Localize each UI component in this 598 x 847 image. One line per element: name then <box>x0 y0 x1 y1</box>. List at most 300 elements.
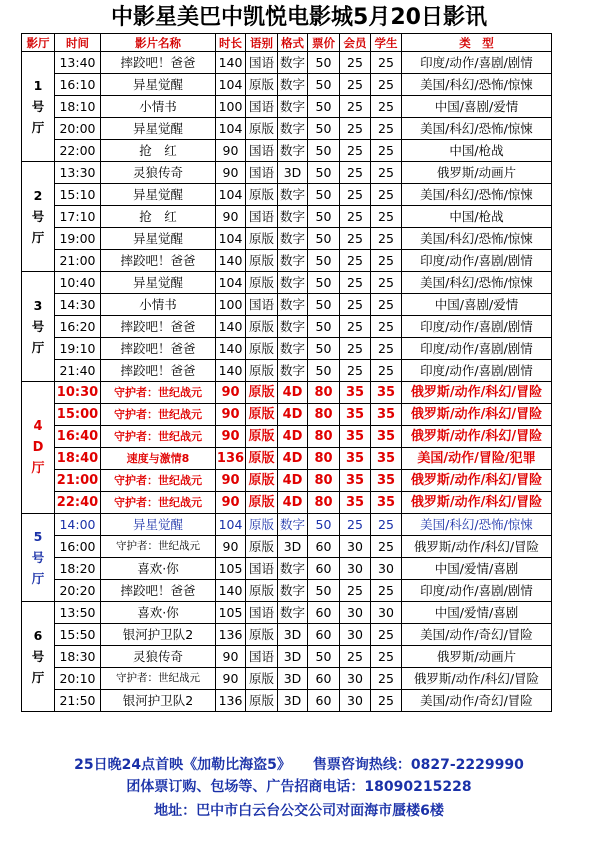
cell-time: 22:40 <box>55 492 101 514</box>
cell-time: 18:30 <box>55 646 101 668</box>
cell-member: 25 <box>340 162 371 184</box>
cell-time: 21:50 <box>55 690 101 712</box>
cell-genre: 中国/枪战 <box>402 206 552 228</box>
column-header: 影厅 <box>22 34 55 52</box>
cell-fmt: 数字 <box>278 96 308 118</box>
cell-time: 13:50 <box>55 602 101 624</box>
cell-price: 60 <box>308 558 340 580</box>
cell-len: 90 <box>216 492 246 514</box>
cell-fmt: 4D <box>278 404 308 426</box>
cell-len: 104 <box>216 272 246 294</box>
cell-member: 25 <box>340 294 371 316</box>
cell-film: 喜欢·你 <box>101 558 216 580</box>
address-line: 地址：巴中市白云台公交公司对面海市蜃楼6楼 <box>154 803 444 819</box>
cell-member: 25 <box>340 52 371 74</box>
cell-lang: 国语 <box>246 52 278 74</box>
cell-genre: 印度/动作/喜剧/剧情 <box>402 580 552 602</box>
cell-fmt: 3D <box>278 536 308 558</box>
cell-film: 异星觉醒 <box>101 184 216 206</box>
cell-lang: 原版 <box>246 316 278 338</box>
showtime-row <box>22 206 552 228</box>
showtime-row <box>22 470 552 492</box>
showtime-row <box>22 690 552 712</box>
cell-student: 25 <box>371 140 402 162</box>
cell-film: 喜欢·你 <box>101 602 216 624</box>
cell-price: 80 <box>308 470 340 492</box>
cell-len: 90 <box>216 162 246 184</box>
cell-time: 21:40 <box>55 360 101 382</box>
cell-lang: 国语 <box>246 140 278 162</box>
column-header: 时间 <box>55 34 101 52</box>
cell-fmt: 数字 <box>278 316 308 338</box>
cell-member: 30 <box>340 624 371 646</box>
cell-lang: 原版 <box>246 118 278 140</box>
cell-len: 105 <box>216 602 246 624</box>
cell-student: 25 <box>371 272 402 294</box>
cell-lang: 原版 <box>246 382 278 404</box>
cell-film: 异星觉醒 <box>101 272 216 294</box>
cell-student: 25 <box>371 624 402 646</box>
column-header: 类 型 <box>402 34 552 52</box>
cell-film: 异星觉醒 <box>101 118 216 140</box>
showtime-row <box>22 360 552 382</box>
cell-student: 35 <box>371 426 402 448</box>
cell-len: 140 <box>216 316 246 338</box>
cell-film: 速度与激情8 <box>101 448 216 470</box>
cell-student: 25 <box>371 52 402 74</box>
cell-member: 25 <box>340 140 371 162</box>
cell-lang: 国语 <box>246 646 278 668</box>
cell-price: 80 <box>308 426 340 448</box>
cell-member: 25 <box>340 96 371 118</box>
hall-label: 3 号 厅 <box>22 272 55 382</box>
cell-fmt: 数字 <box>278 338 308 360</box>
cell-genre: 印度/动作/喜剧/剧情 <box>402 250 552 272</box>
cell-genre: 美国/动作/冒险/犯罪 <box>402 448 552 470</box>
cell-fmt: 数字 <box>278 250 308 272</box>
cell-price: 60 <box>308 536 340 558</box>
showtime-row <box>22 272 552 294</box>
cell-member: 30 <box>340 668 371 690</box>
showtime-row <box>22 316 552 338</box>
cell-member: 30 <box>340 558 371 580</box>
cell-student: 25 <box>371 580 402 602</box>
cell-time: 10:30 <box>55 382 101 404</box>
cell-time: 21:00 <box>55 250 101 272</box>
cell-price: 50 <box>308 514 340 536</box>
cell-len: 100 <box>216 96 246 118</box>
cell-len: 104 <box>216 228 246 250</box>
cell-student: 25 <box>371 74 402 96</box>
cell-student: 25 <box>371 206 402 228</box>
cell-time: 19:00 <box>55 228 101 250</box>
cell-fmt: 数字 <box>278 228 308 250</box>
cell-genre: 中国/爱情/喜剧 <box>402 602 552 624</box>
cell-lang: 原版 <box>246 470 278 492</box>
cell-genre: 俄罗斯/动作/科幻/冒险 <box>402 668 552 690</box>
cell-len: 90 <box>216 140 246 162</box>
cell-lang: 原版 <box>246 426 278 448</box>
cell-time: 16:00 <box>55 536 101 558</box>
hall-label: 1 号 厅 <box>22 52 55 162</box>
cell-fmt: 3D <box>278 668 308 690</box>
cell-genre: 印度/动作/喜剧/剧情 <box>402 360 552 382</box>
column-header: 影片名称 <box>101 34 216 52</box>
cell-film: 摔跤吧！爸爸 <box>101 360 216 382</box>
cell-member: 35 <box>340 470 371 492</box>
cell-price: 50 <box>308 74 340 96</box>
cell-film: 守护者：世纪战元 <box>101 536 216 558</box>
cell-price: 60 <box>308 624 340 646</box>
cell-len: 90 <box>216 646 246 668</box>
cell-student: 30 <box>371 558 402 580</box>
cell-student: 25 <box>371 250 402 272</box>
cell-member: 25 <box>340 646 371 668</box>
cell-genre: 印度/动作/喜剧/剧情 <box>402 52 552 74</box>
showtime-row <box>22 536 552 558</box>
showtime-row <box>22 140 552 162</box>
cell-member: 25 <box>340 184 371 206</box>
cell-genre: 俄罗斯/动作/科幻/冒险 <box>402 536 552 558</box>
cell-time: 20:00 <box>55 118 101 140</box>
showtime-row <box>22 118 552 140</box>
header-row <box>22 34 552 52</box>
cell-genre: 美国/动作/奇幻/冒险 <box>402 624 552 646</box>
cell-student: 25 <box>371 514 402 536</box>
cell-price: 80 <box>308 382 340 404</box>
cell-genre: 俄罗斯/动作/科幻/冒险 <box>402 470 552 492</box>
cell-len: 90 <box>216 206 246 228</box>
cell-fmt: 数字 <box>278 140 308 162</box>
cell-len: 140 <box>216 580 246 602</box>
cell-time: 15:00 <box>55 404 101 426</box>
page-title: 中影星美巴中凯悦电影城5月20日影讯 <box>111 5 487 30</box>
cell-film: 灵狼传奇 <box>101 646 216 668</box>
cell-student: 25 <box>371 668 402 690</box>
cell-member: 30 <box>340 602 371 624</box>
cell-lang: 原版 <box>246 624 278 646</box>
cell-price: 60 <box>308 668 340 690</box>
cell-genre: 中国/喜剧/爱情 <box>402 96 552 118</box>
cell-film: 小情书 <box>101 294 216 316</box>
cell-lang: 原版 <box>246 74 278 96</box>
cell-len: 104 <box>216 184 246 206</box>
cell-genre: 印度/动作/喜剧/剧情 <box>402 338 552 360</box>
cell-lang: 原版 <box>246 250 278 272</box>
cell-member: 25 <box>340 272 371 294</box>
cell-student: 25 <box>371 96 402 118</box>
showtime-row <box>22 96 552 118</box>
showtime-row <box>22 624 552 646</box>
cell-member: 35 <box>340 404 371 426</box>
cell-genre: 俄罗斯/动作/科幻/冒险 <box>402 426 552 448</box>
cell-lang: 原版 <box>246 272 278 294</box>
cell-time: 14:00 <box>55 514 101 536</box>
cell-price: 50 <box>308 250 340 272</box>
cell-member: 35 <box>340 426 371 448</box>
cell-lang: 原版 <box>246 690 278 712</box>
cell-lang: 国语 <box>246 294 278 316</box>
cell-genre: 美国/科幻/恐怖/惊悚 <box>402 118 552 140</box>
cell-fmt: 数字 <box>278 206 308 228</box>
showtime-row <box>22 580 552 602</box>
showtime-row <box>22 52 552 74</box>
cell-len: 90 <box>216 426 246 448</box>
cell-genre: 美国/科幻/恐怖/惊悚 <box>402 74 552 96</box>
cell-time: 10:40 <box>55 272 101 294</box>
cell-genre: 俄罗斯/动作/科幻/冒险 <box>402 492 552 514</box>
column-header: 学生 <box>371 34 402 52</box>
cell-fmt: 数字 <box>278 184 308 206</box>
cell-price: 50 <box>308 646 340 668</box>
cell-student: 35 <box>371 382 402 404</box>
cell-film: 异星觉醒 <box>101 74 216 96</box>
cell-lang: 国语 <box>246 206 278 228</box>
cell-film: 灵狼传奇 <box>101 162 216 184</box>
cell-student: 25 <box>371 184 402 206</box>
cell-fmt: 数字 <box>278 294 308 316</box>
cell-fmt: 数字 <box>278 272 308 294</box>
cell-price: 80 <box>308 448 340 470</box>
cell-film: 抢 红 <box>101 206 216 228</box>
showtime-row <box>22 184 552 206</box>
column-header: 时长 <box>216 34 246 52</box>
cell-price: 80 <box>308 404 340 426</box>
cell-len: 104 <box>216 514 246 536</box>
cell-genre: 中国/枪战 <box>402 140 552 162</box>
cell-fmt: 4D <box>278 382 308 404</box>
cell-price: 50 <box>308 162 340 184</box>
cell-fmt: 数字 <box>278 558 308 580</box>
cell-film: 守护者：世纪战元 <box>101 668 216 690</box>
cell-time: 16:20 <box>55 316 101 338</box>
cell-len: 140 <box>216 52 246 74</box>
cell-len: 90 <box>216 536 246 558</box>
cell-lang: 国语 <box>246 602 278 624</box>
cell-member: 25 <box>340 580 371 602</box>
cell-lang: 国语 <box>246 162 278 184</box>
cell-len: 90 <box>216 470 246 492</box>
cell-fmt: 数字 <box>278 580 308 602</box>
cell-len: 104 <box>216 74 246 96</box>
cell-lang: 原版 <box>246 536 278 558</box>
cell-time: 18:40 <box>55 448 101 470</box>
cell-time: 22:00 <box>55 140 101 162</box>
cell-genre: 俄罗斯/动画片 <box>402 162 552 184</box>
cell-film: 小情书 <box>101 96 216 118</box>
cell-genre: 美国/科幻/恐怖/惊悚 <box>402 272 552 294</box>
showtime-row <box>22 492 552 514</box>
showtime-row <box>22 294 552 316</box>
cell-price: 60 <box>308 602 340 624</box>
cell-film: 摔跤吧！爸爸 <box>101 52 216 74</box>
cell-student: 25 <box>371 360 402 382</box>
cell-member: 35 <box>340 382 371 404</box>
cell-genre: 俄罗斯/动作/科幻/冒险 <box>402 404 552 426</box>
cell-lang: 原版 <box>246 184 278 206</box>
cell-genre: 中国/喜剧/爱情 <box>402 294 552 316</box>
cell-fmt: 4D <box>278 470 308 492</box>
footer-premiere-line <box>0 756 598 775</box>
hall-label: 6 号 厅 <box>22 602 55 712</box>
cell-fmt: 3D <box>278 162 308 184</box>
cell-lang: 原版 <box>246 338 278 360</box>
showtime-row <box>22 448 552 470</box>
cell-student: 25 <box>371 162 402 184</box>
cell-price: 80 <box>308 492 340 514</box>
cell-price: 50 <box>308 206 340 228</box>
cell-student: 25 <box>371 228 402 250</box>
cell-price: 50 <box>308 338 340 360</box>
cell-member: 25 <box>340 74 371 96</box>
cell-fmt: 数字 <box>278 514 308 536</box>
cell-time: 20:10 <box>55 668 101 690</box>
column-header: 票价 <box>308 34 340 52</box>
cell-fmt: 3D <box>278 624 308 646</box>
cell-member: 25 <box>340 228 371 250</box>
showtime-row <box>22 162 552 184</box>
cell-student: 25 <box>371 316 402 338</box>
cell-student: 25 <box>371 536 402 558</box>
cell-film: 守护者：世纪战元 <box>101 470 216 492</box>
cell-film: 摔跤吧！爸爸 <box>101 316 216 338</box>
cell-price: 50 <box>308 118 340 140</box>
cell-price: 50 <box>308 580 340 602</box>
hall-label: 5 号 厅 <box>22 514 55 602</box>
showtime-row <box>22 602 552 624</box>
cell-student: 30 <box>371 602 402 624</box>
cell-price: 50 <box>308 294 340 316</box>
hall-label: 2 号 厅 <box>22 162 55 272</box>
showtime-row <box>22 338 552 360</box>
cell-film: 异星觉醒 <box>101 228 216 250</box>
cell-genre: 美国/动作/奇幻/冒险 <box>402 690 552 712</box>
cell-price: 50 <box>308 184 340 206</box>
cell-price: 50 <box>308 140 340 162</box>
premiere-notice: 25日晚24点首映《加勒比海盗5》 <box>74 757 291 773</box>
cell-len: 104 <box>216 118 246 140</box>
cell-lang: 原版 <box>246 360 278 382</box>
cell-fmt: 数字 <box>278 360 308 382</box>
showtime-row <box>22 382 552 404</box>
cell-student: 35 <box>371 470 402 492</box>
column-header: 语别 <box>246 34 278 52</box>
cell-fmt: 数字 <box>278 602 308 624</box>
cell-price: 50 <box>308 360 340 382</box>
cell-genre: 美国/科幻/恐怖/惊悚 <box>402 228 552 250</box>
group-ticket-line: 团体票订购、包场等、广告招商电话：18090215228 <box>126 779 472 795</box>
showtime-row <box>22 426 552 448</box>
cell-price: 50 <box>308 272 340 294</box>
cell-film: 异星觉醒 <box>101 514 216 536</box>
cell-student: 25 <box>371 646 402 668</box>
cell-time: 21:00 <box>55 470 101 492</box>
cell-student: 25 <box>371 118 402 140</box>
cell-lang: 原版 <box>246 514 278 536</box>
cell-fmt: 数字 <box>278 118 308 140</box>
cell-student: 25 <box>371 338 402 360</box>
cell-time: 17:10 <box>55 206 101 228</box>
cell-len: 90 <box>216 404 246 426</box>
cell-film: 摔跤吧！爸爸 <box>101 338 216 360</box>
cell-film: 守护者：世纪战元 <box>101 492 216 514</box>
cell-fmt: 4D <box>278 492 308 514</box>
showtime-row <box>22 668 552 690</box>
cell-member: 25 <box>340 338 371 360</box>
showtime-row <box>22 558 552 580</box>
cell-price: 50 <box>308 316 340 338</box>
cell-student: 35 <box>371 448 402 470</box>
cell-len: 100 <box>216 294 246 316</box>
cell-time: 20:20 <box>55 580 101 602</box>
cell-fmt: 数字 <box>278 74 308 96</box>
ticket-hotline: 售票咨询热线：0827-2229990 <box>312 757 524 773</box>
cell-time: 15:10 <box>55 184 101 206</box>
cell-genre: 中国/爱情/喜剧 <box>402 558 552 580</box>
showtime-row <box>22 404 552 426</box>
cell-fmt: 数字 <box>278 52 308 74</box>
cell-member: 35 <box>340 492 371 514</box>
showtime-row <box>22 646 552 668</box>
cell-price: 60 <box>308 690 340 712</box>
column-header: 会员 <box>340 34 371 52</box>
cell-time: 14:30 <box>55 294 101 316</box>
cell-genre: 俄罗斯/动作/科幻/冒险 <box>402 382 552 404</box>
cell-lang: 原版 <box>246 668 278 690</box>
showtime-row <box>22 228 552 250</box>
cell-fmt: 3D <box>278 646 308 668</box>
cell-price: 50 <box>308 52 340 74</box>
showtime-row <box>22 250 552 272</box>
cell-member: 25 <box>340 118 371 140</box>
cell-len: 140 <box>216 338 246 360</box>
cell-student: 35 <box>371 492 402 514</box>
cell-genre: 美国/科幻/恐怖/惊悚 <box>402 184 552 206</box>
showtime-row <box>22 514 552 536</box>
cell-member: 25 <box>340 250 371 272</box>
cell-member: 35 <box>340 448 371 470</box>
cell-len: 90 <box>216 382 246 404</box>
cell-fmt: 4D <box>278 448 308 470</box>
cell-film: 抢 红 <box>101 140 216 162</box>
cell-len: 136 <box>216 448 246 470</box>
cell-film: 守护者：世纪战元 <box>101 426 216 448</box>
cell-fmt: 4D <box>278 426 308 448</box>
cell-lang: 原版 <box>246 404 278 426</box>
cell-time: 16:40 <box>55 426 101 448</box>
cell-member: 25 <box>340 206 371 228</box>
cell-film: 银河护卫队2 <box>101 624 216 646</box>
cell-student: 25 <box>371 294 402 316</box>
cell-time: 18:10 <box>55 96 101 118</box>
cell-film: 守护者：世纪战元 <box>101 404 216 426</box>
cell-time: 13:30 <box>55 162 101 184</box>
cell-film: 银河护卫队2 <box>101 690 216 712</box>
schedule-table <box>21 33 552 712</box>
cell-price: 50 <box>308 96 340 118</box>
cell-time: 16:10 <box>55 74 101 96</box>
cell-member: 30 <box>340 536 371 558</box>
cell-member: 30 <box>340 690 371 712</box>
cell-lang: 国语 <box>246 96 278 118</box>
cell-price: 50 <box>308 228 340 250</box>
cell-lang: 原版 <box>246 448 278 470</box>
hall-label: 4 D 厅 <box>22 382 55 514</box>
cell-member: 25 <box>340 514 371 536</box>
cell-film: 摔跤吧！爸爸 <box>101 580 216 602</box>
cell-len: 140 <box>216 360 246 382</box>
cell-film: 守护者：世纪战元 <box>101 382 216 404</box>
